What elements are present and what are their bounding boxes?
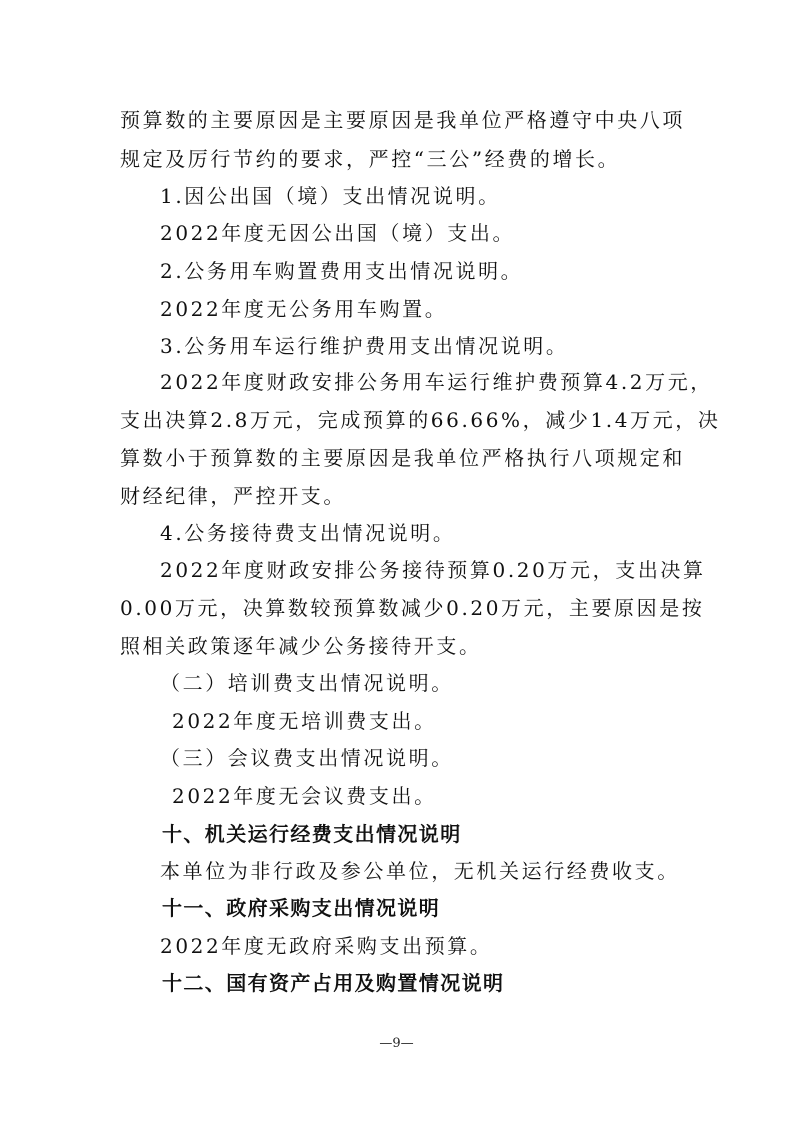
paragraph-line: 财经纪律，严控开支。 bbox=[120, 484, 346, 508]
paragraph-line: 算数小于预算数的主要原因是我单位严格执行八项规定和 bbox=[120, 446, 685, 470]
paragraph-line: 支出决算2.8万元，完成预算的66.66%，减少1.4万元，决 bbox=[120, 408, 721, 432]
paragraph-line: 2022年度财政安排公务接待预算0.20万元，支出决算 bbox=[160, 558, 706, 582]
paragraph-line: 照相关政策逐年减少公务接待开支。 bbox=[120, 634, 482, 658]
paragraph-line: 2022年度无因公出国（境）支出。 bbox=[160, 221, 516, 245]
paragraph-line: 2022年度无培训费支出。 bbox=[172, 709, 437, 733]
subheading-item-1: 1.因公出国（境）支出情况说明。 bbox=[160, 184, 501, 208]
subheading-item-2: 2.公务用车购置费用支出情况说明。 bbox=[160, 259, 524, 283]
paragraph-line: 预算数的主要原因是主要原因是我单位严格遵守中央八项 bbox=[120, 108, 685, 132]
paragraph-line: 2022年度财政安排公务用车运行维护费预算4.2万元， bbox=[160, 370, 713, 394]
section-heading-11: 十一、政府采购支出情况说明 bbox=[162, 896, 441, 920]
subheading-training: （二）培训费支出情况说明。 bbox=[160, 671, 454, 695]
paragraph-line: 规定及厉行节约的要求，严控“三公”经费的增长。 bbox=[120, 147, 621, 171]
subheading-item-3: 3.公务用车运行维护费用支出情况说明。 bbox=[160, 334, 569, 358]
section-heading-12: 十二、国有资产占用及购置情况说明 bbox=[162, 971, 505, 995]
paragraph-line: 0.00万元，决算数较预算数减少0.20万元，主要原因是按 bbox=[120, 596, 705, 620]
subheading-item-4: 4.公务接待费支出情况说明。 bbox=[160, 521, 456, 545]
paragraph-line: 本单位为非行政及参公单位，无机关运行经费收支。 bbox=[160, 859, 680, 883]
section-heading-10: 十、机关运行经费支出情况说明 bbox=[162, 822, 462, 846]
paragraph-line: 2022年度无会议费支出。 bbox=[172, 784, 437, 808]
paragraph-line: 2022年度无公务用车购置。 bbox=[160, 297, 448, 321]
page-number: —9— bbox=[379, 1036, 414, 1051]
paragraph-line: 2022年度无政府采购支出预算。 bbox=[160, 934, 493, 958]
subheading-meeting: （三）会议费支出情况说明。 bbox=[160, 746, 454, 770]
